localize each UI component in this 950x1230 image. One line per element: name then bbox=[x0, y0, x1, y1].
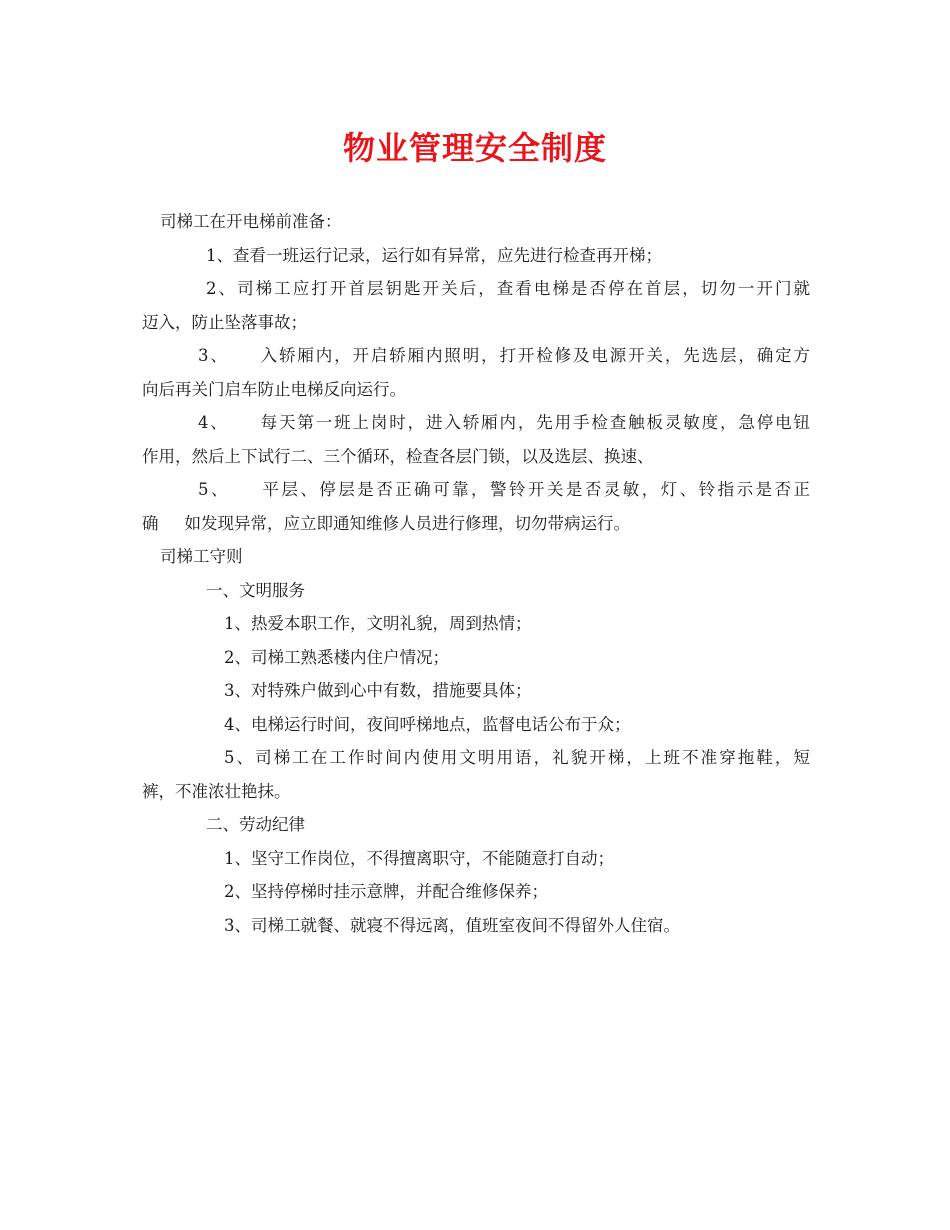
section1-item5-line2-text: 如发现异常，应立即通知维修人员进行修理，切勿带病运行。 bbox=[184, 513, 630, 533]
section1-item2-line2: 迈入，防止坠落事故； bbox=[142, 312, 307, 332]
section2-part1-item4: 4、电梯运行时间，夜间呼梯地点，监督电话公布于众； bbox=[224, 714, 631, 734]
section2-part2-item2: 2、坚持停梯时挂示意牌，并配合维修保养； bbox=[224, 882, 548, 901]
section1-item1: 1、查看一班运行记录，运行如有异常，应先进行检查再开梯； bbox=[206, 245, 662, 265]
section1-item5-number: 5、 bbox=[198, 480, 230, 499]
section2-heading: 司梯工守则 bbox=[160, 547, 243, 566]
section1-item3-text: 入轿厢内，开启轿厢内照明，打开检修及电源开关，先选层，确定方 bbox=[258, 346, 810, 365]
section1-heading: 司梯工在开电梯前准备： bbox=[160, 212, 342, 231]
section1-item2-line1: 2、司梯工应打开首层钥匙开关后，查看电梯是否停在首层，切勿一开门就 bbox=[206, 279, 810, 298]
section2-part1-item2: 2、司梯工熟悉楼内住户情况； bbox=[224, 647, 449, 667]
section1-item5-text: 平层、停层是否正确可靠，警铃开关是否灵敏，灯、铃指示是否正 bbox=[259, 480, 811, 499]
section2-part1-item5-line1: 5、司梯工在工作时间内使用文明用语，礼貌开梯，上班不准穿拖鞋，短 bbox=[224, 748, 810, 767]
section1-item4-text: 每天第一班上岗时，进入轿厢内，先用手检查触板灵敏度，急停电钮 bbox=[258, 413, 810, 432]
section1-item4-number: 4、 bbox=[198, 413, 229, 432]
section1-item5-line2 bbox=[142, 507, 810, 541]
section2-part1-heading: 一、文明服务 bbox=[206, 580, 305, 600]
section2-part2-heading: 二、劳动纪律 bbox=[206, 815, 305, 834]
section2-part2-item1: 1、坚守工作岗位，不得擅离职守，不能随意打自动； bbox=[224, 848, 614, 868]
section2-part1-item5-line2: 裤，不准浓壮艳抹。 bbox=[142, 781, 291, 801]
document-title: 物业管理安全制度 bbox=[342, 129, 607, 167]
section1-item3-line2: 向后再关门启车防止电梯反向运行。 bbox=[142, 379, 406, 399]
section1-item4-line1 bbox=[142, 406, 810, 440]
section2-part1-item1: 1、热爱本职工作，文明礼貌，周到热情； bbox=[224, 614, 532, 633]
section1-item4-line2: 作用，然后上下试行二、三个循环，检查各层门锁，以及选层、换速、 bbox=[142, 446, 654, 466]
section1-item5-line2-start: 确 bbox=[142, 513, 159, 533]
section2-part1-item3: 3、对特殊户做到心中有数，措施要具体； bbox=[224, 681, 532, 700]
section2-part2-item3: 3、司梯工就餐、就寝不得远离，值班室夜间不得留外人住宿。 bbox=[224, 915, 680, 935]
section1-item3-line1 bbox=[142, 339, 810, 373]
section1-item3-number: 3、 bbox=[198, 346, 229, 365]
document-body bbox=[142, 205, 810, 942]
section1-item5-line1 bbox=[142, 473, 810, 507]
